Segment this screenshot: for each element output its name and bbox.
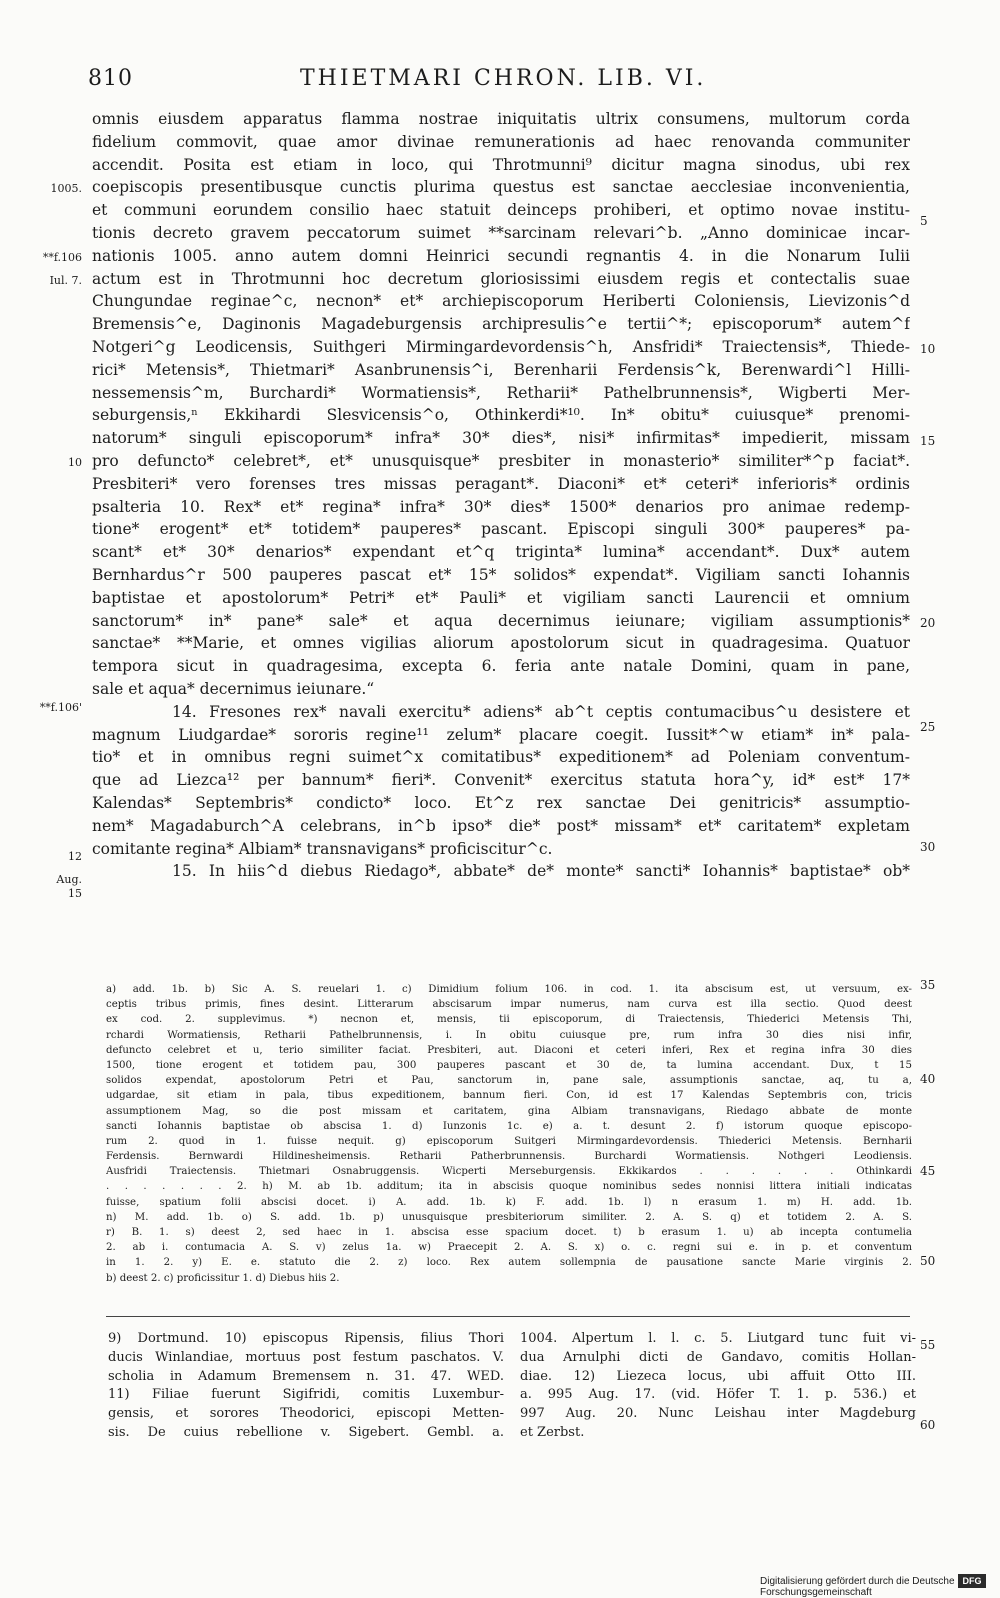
note-line: a) add. 1b. b) Sic A. S. reuelari 1. c) Dimidium folium 106. in cod. 1. ita abscisum est, ut versuum, ex- (106, 984, 912, 995)
line-number: 35 (920, 978, 936, 992)
margin-line-12: 12 (68, 850, 82, 863)
line-number: 10 (920, 342, 936, 356)
commentary-line: 1004. Alpertum l. l. c. 5. Liutgard tunc fuit vi- (520, 1331, 916, 1346)
text-line: Kalendas* Septembris* condicto* loco. Et^z rex sanctae Dei genitricis* assumptio- (92, 793, 910, 812)
line-number: 60 (920, 1418, 936, 1432)
commentary-line: 9) Dortmund. 10) episcopus Ripensis, filius Thori (108, 1331, 504, 1346)
note-line: 1500, tione erogent et totidem pau, 300 pauperes pascant et 30 de, ta lumina accendant. Dux, t 15 (106, 1059, 912, 1071)
page-number: 810 (88, 66, 133, 91)
text-line: psalteria 10. Rex* et* regina* infra* 30* dies* 1500* denarios pro animae redemp- (92, 497, 910, 516)
digitization-credit: Digitalisierung gefördert durch die Deutsche Forschungsgemeinschaft (760, 1576, 955, 1598)
text-line: nem* Magadaburch^A celebrans, in^b ipso* die* post* missam* et* caritatem* expletam (92, 816, 910, 835)
line-number: 15 (920, 434, 936, 448)
note-line: rchardi Wormatiensis, Retharii Pathelbrunnensis, i. In obitu cuiusque pre, rum infra 30 dies nisi infir, (106, 1029, 912, 1041)
margin-date-iul7: Iul. 7. (49, 274, 82, 287)
text-line: Bernhardus^r 500 pauperes pascat et* 15* solidos* expendat*. Vigiliam sancti Iohannis (92, 565, 910, 584)
line-number: 5 (920, 214, 928, 228)
text-line: Notgeri^g Leodicensis, Suithgeri Mirmingardevordensis^h, Ansfridi* Traiectensis*, Thiede- (92, 337, 910, 356)
text-line: natorum* singuli episcoporum* infra* 30* dies*, nisi* infirmitas* impedierit, missam (92, 429, 910, 448)
note-line: . . . . . . . 2. h) M. ab 1b. additum; ita in abscisis quoque nominibus sedes nonnisi littera initiali indicatas (106, 1181, 912, 1193)
text-line: 14. Fresones rex* navali exercitu* adiens* ab^t ceptis contumacibus^u desistere et (172, 702, 910, 721)
commentary-line: a. 995 Aug. 17. (vid. Höfer T. 1. p. 536.) et (520, 1387, 916, 1403)
commentary-left-column (108, 1330, 504, 1443)
text-line: nationis 1005. anno autem domni Heinrici secundi regnantis 4. in die Nonarum Iulii (92, 246, 910, 265)
line-number: 50 (920, 1254, 936, 1268)
text-line: Chungundae reginae^c, necnon* et* archiepiscoporum Heriberti Coloniensis, Lievizonis^d (92, 292, 910, 311)
note-line: solidos expendat, apostolorum Petri et Pau, sanctorum in, pane sale, assumptionis sanctae, aq, tu a, (106, 1075, 912, 1087)
note-line: assumptionem Mag, so die post missam et caritatem, gina Albiam transnavigans, Riedago abbate de monte (106, 1105, 912, 1117)
text-line: sanctorum* in* pane* sale* et aqua decernimus ieiunare; vigiliam assumptionis* (92, 611, 910, 630)
line-number: 25 (920, 720, 936, 734)
note-line: sancti Iohannis baptistae ob abscisa 1. d) Iunzonis 1c. e) a. t. desunt 2. f) istorum quoque episcopo- (106, 1120, 912, 1132)
text-line: scant* et* 30* denarios* expendant et^q triginta* lumina* accendant*. Dux* autem (92, 543, 910, 562)
text-line: tio* et in omnibus regni suimet^x comitatibus* expeditionem* ad Poleniam conventum- (92, 748, 910, 767)
text-line: Presbiteri* vero forenses tres missas peragant*. Diaconi* et* ceteri* inferioris* ordinis (92, 474, 910, 493)
commentary-line: scholia in Adamum Bremensem n. 31. 47. WED. (108, 1368, 504, 1384)
note-line: Ausfridi Traiectensis. Thietmari Osnabruggensis. Wicperti Merseburgensis. Ekkikardos . . . . . . Othinkardi (106, 1166, 912, 1178)
note-line: in 1. 2. y) E. e. statuto die 2. z) loco. Rex autem sollempnia de pausatione sancte Marie virginis 2. (106, 1257, 912, 1269)
line-number: 20 (920, 616, 936, 630)
note-line: defuncto celebret et u, terio similiter faciat. Presbiteri, aut. Diaconi et ceteri inferi, Rex et regina infra 30 dies (106, 1044, 912, 1056)
running-title: THIETMARI CHRON. LIB. VI. (300, 66, 707, 91)
text-line: rici* Metensis*, Thietmari* Asanbrunensis^i, Berenharii Ferdensis^k, Berenwardi^l Hilli- (92, 360, 910, 379)
text-line: magnum Liudgardae* sororis regine¹¹ zelum* placare coegit. Iussit*^w etiam* in* pala- (92, 725, 910, 744)
text-line: tempora sicut in quadragesima, excepta 6. feria ante natale Domini, quam in pane, (92, 657, 910, 676)
line-number: 55 (920, 1338, 936, 1352)
line-number: 30 (920, 840, 936, 854)
note-line: ex cod. 2. supplevimus. *) necnon et, mensis, tii episcoporum, di Traiectensis, Thiederici Metensis Thi, (106, 1014, 912, 1026)
margin-year-1005: 1005. (50, 182, 82, 195)
page-header (0, 66, 1000, 98)
margin-folio-106b: **f.106' (39, 701, 82, 714)
text-line: fidelium commovit, quae amor divinae remunerationis ad haec renovanda communiter (92, 132, 910, 151)
margin-date-aug: Aug. (56, 873, 82, 886)
commentary-line: ducis Winlandiae, mortuus post festum paschatos. V. (108, 1349, 504, 1365)
commentary-line: 11) Filiae fuerunt Sigifridi, comitis Luxembur- (108, 1387, 504, 1403)
text-line: tione* erogent* et* totidem* pauperes* pascant. Episcopi singuli 300* pauperes* pa- (92, 520, 910, 539)
margin-folio-106: **f.106 (42, 251, 82, 264)
margin-line-10: 10 (68, 456, 82, 469)
note-line: rum 2. quod in 1. fuisse nequit. g) episcoporum Suitgeri Mirmingardevordensis. Thiederici Metensis. Bernharii (106, 1135, 912, 1147)
text-line: sale et aqua* decernimus ieiunare.“ (92, 679, 375, 698)
note-line: 2. ab i. contumacia A. S. v) zelus 1a. w) Praecepit 2. A. S. x) o. c. regni sui e. in p. et conventum (106, 1242, 912, 1254)
text-line: tionis decreto gravem peccatorum suimet **sarcinam relevari^b. „Anno dominicae incar- (92, 223, 910, 242)
note-line: n) M. add. 1b. o) S. add. 1b. p) unusquisque presbiteriorum similiter. 2. A. S. q) et totidem 2. A. S. (106, 1211, 912, 1223)
note-line: Ferdensis. Bernwardi Hildinesheimensis. Retharii Patherbrunnensis. Burchardi Wormatiensis. Nothgeri Leodiensis. (106, 1151, 912, 1163)
text-line: que ad Liezca¹² per bannum* fieri*. Convenit* exercitus statuta hora^y, id* est* 17* (92, 771, 910, 790)
commentary-line: et Zerbst. (520, 1424, 585, 1440)
commentary-line: gensis, et sorores Theodorici, episcopi Metten- (108, 1406, 504, 1422)
text-line: comitante regina* Albiam* transnavigans* proficiscitur^c. (92, 839, 553, 858)
note-line: udgardae, sit etiam in pala, tibus expeditionem, bannum fieri. Con, id est 17 Kalendas Septembris con, tricis (106, 1090, 912, 1102)
commentary-line: dua Arnulphi dicti de Gandavo, comitis Hollan- (520, 1349, 916, 1365)
text-line: actum est in Throtmunni hoc decretum gloriosissimi eiusdem regis et contectalis suae (92, 269, 910, 288)
note-line: b) deest 2. c) proficissitur 1. d) Diebus hiis 2. (106, 1272, 340, 1284)
text-line: Bremensis^e, Daginonis Magadeburgensis archipresulis^e tertii^*; episcoporum* autem^f (92, 315, 910, 334)
text-line: seburgensis,ⁿ Ekkihardi Slesvicensis^o, Othinkerdi*¹⁰. In* obitu* cuiusque* prenomi- (92, 406, 910, 425)
critical-notes (106, 982, 912, 1286)
dfg-logo-icon: DFG (958, 1574, 986, 1588)
commentary-line: sis. De cuius rebellione v. Sigebert. Gembl. a. (108, 1424, 504, 1440)
line-number: 45 (920, 1164, 936, 1178)
text-line: et communi eorundem consilio haec statuit deinceps prohiberi, et optimo novae institu- (92, 201, 910, 220)
note-line: ceptis tribus primis, fines desint. Litterarum abscisarum impar numerus, nam curva est illa sectio. Quod deest (106, 999, 912, 1011)
text-line: coepiscopis presentibusque cunctis plurima questus est sanctae aecclesiae inconvenientia, (92, 178, 910, 197)
text-line: nessemensis^m, Burchardi* Wormatiensis*, Retharii* Pathelbrunnensis*, Wigberti Mer- (92, 383, 910, 402)
text-line: 15. In hiis^d diebus Riedago*, abbate* de* monte* sancti* Iohannis* baptistae* ob* (172, 862, 910, 881)
text-line: omnis eiusdem apparatus flamma nostrae iniquitatis ultrix consumens, multorum corda (92, 110, 910, 128)
commentary-line: diae. 12) Liezeca locus, ubi affuit Otto III. (520, 1368, 916, 1384)
text-line: pro defuncto* celebret*, et* unusquisque* presbiter in monasterio* similiter*^p faciat*. (92, 451, 910, 470)
text-line: sanctae* **Marie, et omnes vigilias aliorum apostolorum sicut in quadragesima. Quatuor (92, 634, 910, 653)
commentary-right-column (520, 1330, 916, 1443)
text-line: baptistae et apostolorum* Petri* et* Pauli* et vigiliam sancti Laurencii et omnium (92, 588, 910, 607)
notes-divider (106, 1316, 910, 1317)
commentary-line: 997 Aug. 20. Nunc Leishau inter Magdeburg (520, 1406, 916, 1422)
note-line: r) B. 1. s) deest 2, sed haec in 1. abscisa esse spacium docet. t) b erasum 1. u) ab incepta contumelia (106, 1227, 912, 1238)
note-line: fuisse, spatium folii abscisi docet. i) A. add. 1b. k) F. add. 1b. l) n erasum 1. m) H. add. 1b. (106, 1196, 912, 1208)
line-number: 40 (920, 1072, 936, 1086)
text-line: accendit. Posita est etiam in loco, qui Throtmunni⁹ dicitur magna sinodus, ubi rex (92, 155, 910, 174)
main-text (92, 108, 910, 883)
margin-date-15: 15 (68, 887, 82, 900)
